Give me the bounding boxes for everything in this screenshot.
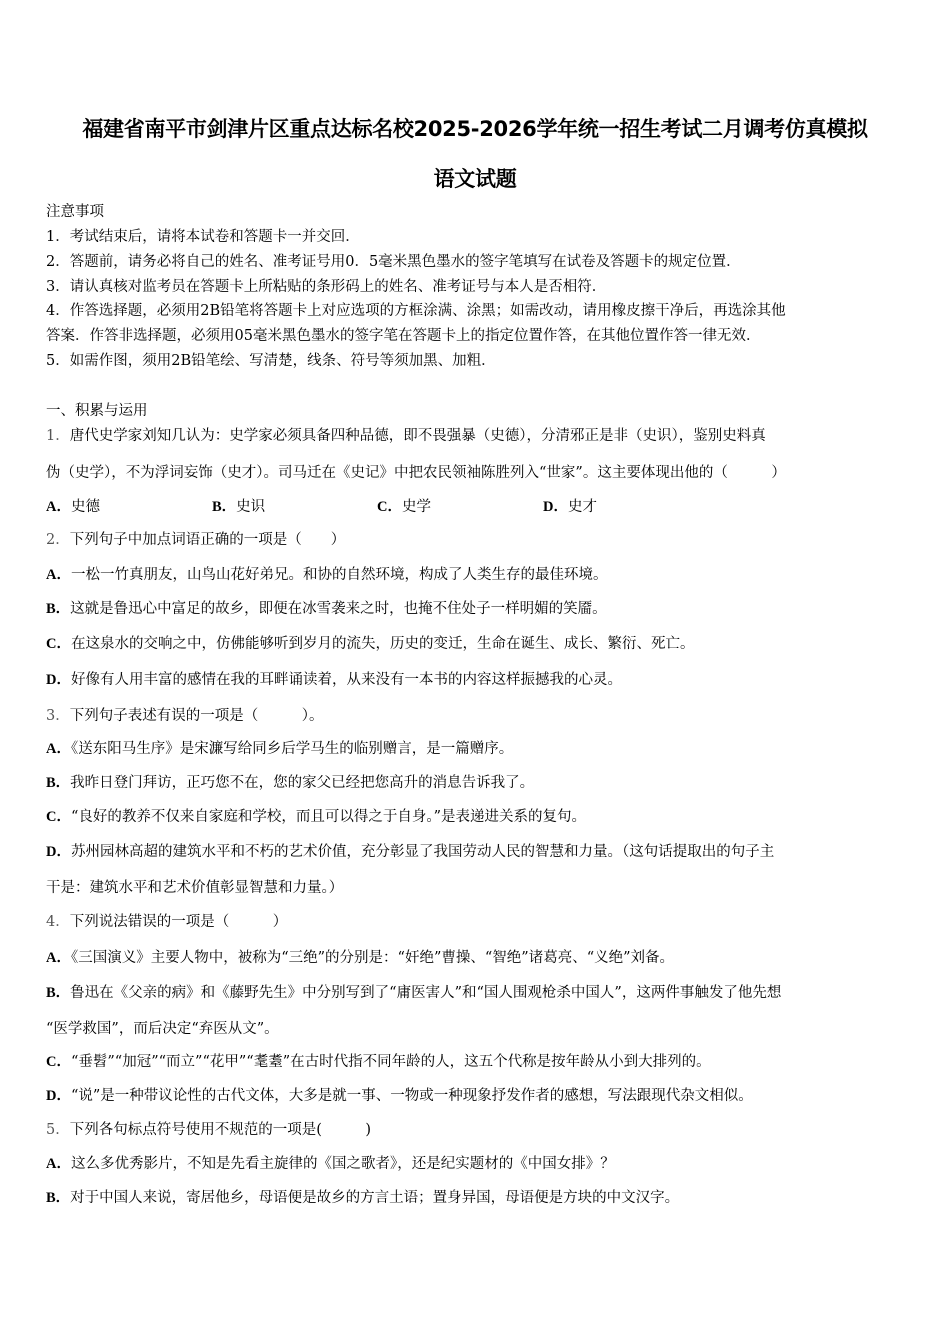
option-a[interactable]: A．一松一竹真朋友，山鸟山花好弟兄。和协的自然环境，构成了人类生存的最佳环境。 bbox=[46, 567, 608, 583]
option-a[interactable]: A．这么多优秀影片，不知是先看主旋律的《国之歌者》，还是纪实题材的《中国女排》？ bbox=[46, 1156, 615, 1172]
exam-title-line2: 语文试题 bbox=[433, 167, 517, 191]
option-b[interactable]: B．对于中国人来说，寄居他乡，母语便是故乡的方言土语；置身异国，母语便是方块的中文汉字。 bbox=[46, 1190, 680, 1206]
notice-heading: 注意事项 bbox=[46, 204, 104, 220]
option-d[interactable]: D．苏州园林高超的建筑水平和不朽的艺术价值，充分彰显了我国劳动人民的智慧和力量。（这句话提取出的句子主 bbox=[46, 844, 775, 860]
question-number: 3． bbox=[46, 708, 70, 724]
notice-item: 4．作答选择题，必须用2B铅笔将答题卡上对应选项的方框涂满、涂黑；如需改动，请用橡皮擦干净后，再选涂其他 bbox=[46, 303, 786, 319]
option-d[interactable]: D．好像有人用丰富的感情在我的耳畔诵读着，从来没有一本书的内容这样振撼我的心灵。 bbox=[46, 672, 622, 688]
option-b[interactable]: B．鲁迅在《父亲的病》和《藤野先生》中分别写到了“庸医害人”和“国人围观枪杀中国人”，这两件事触发了他先想 bbox=[46, 985, 782, 1001]
question-1-stem bbox=[46, 426, 766, 446]
option-d-cont: 干是：建筑水平和艺术价值彰显智慧和力量。） bbox=[46, 880, 344, 896]
question-number: 4． bbox=[46, 914, 70, 930]
question-1-stem-cont: 伪（史学），不为浮词妄饰（史才）。司马迁在《史记》中把农民领袖陈胜列入“世家”。这主要体现出他的（ ） bbox=[46, 465, 786, 481]
question-number: 5． bbox=[46, 1122, 70, 1138]
option-a[interactable]: A．《三国演义》主要人物中，被称为“三绝”的分别是：“奸绝”曹操、“智绝”诸葛亮、“义绝”刘备。 bbox=[46, 950, 675, 966]
option-b-cont: “医学救国”，而后决定“弃医从文”。 bbox=[46, 1021, 279, 1037]
option-c[interactable]: C．在这泉水的交响之中，仿佛能够听到岁月的流失，历史的变迁，生命在诞生、成长、繁衍、死亡。 bbox=[46, 636, 695, 652]
option-c[interactable]: C．“良好的教养不仅来自家庭和学校，而且可以得之于自身。”是表递进关系的复句。 bbox=[46, 809, 587, 825]
notice-item: 1．考试结束后，请将本试卷和答题卡一并交回． bbox=[46, 229, 360, 245]
question-number: 1． bbox=[46, 428, 70, 444]
notice-item: 答案．作答非选择题，必须用05毫米黑色墨水的签字笔在答题卡上的指定位置作答，在其他位置作答一律无效． bbox=[46, 328, 761, 344]
option-b[interactable]: B．我昨日登门拜访，正巧您不在，您的家父已经把您高升的消息告诉我了。 bbox=[46, 775, 535, 791]
notice-item: 2．答题前，请务必将自己的姓名、准考证号用0．5毫米黑色墨水的签字笔填写在试卷及答题卡的规定位置． bbox=[46, 254, 741, 270]
option-a[interactable]: A．史德 bbox=[46, 499, 100, 515]
option-a[interactable]: A．《送东阳马生序》是宋濂写给同乡后学马生的临别赠言，是一篇赠序。 bbox=[46, 741, 514, 757]
question-3-stem: 3．下列句子表述有误的一项是（ ）。 bbox=[46, 708, 324, 724]
notice-item: 5．如需作图，须用2B铅笔绘、写清楚，线条、符号等须加黑、加粗． bbox=[46, 353, 496, 369]
question-5-stem: 5．下列各句标点符号使用不规范的一项是( ) bbox=[46, 1122, 372, 1138]
section-heading: 一、积累与运用 bbox=[46, 403, 148, 419]
question-4-stem: 4．下列说法错误的一项是（ ） bbox=[46, 914, 288, 930]
option-b[interactable]: B．这就是鲁迅心中富足的故乡，即便在冰雪袭来之时，也掩不住处子一样明媚的笑靥。 bbox=[46, 601, 607, 617]
question-stem-line: 唐代史学家刘知几认为：史学家必须具备四种品德，即不畏强暴（史德），分清邪正是非（史识），鉴别史料真 bbox=[69, 428, 766, 444]
option-d[interactable]: D．史才 bbox=[543, 499, 597, 515]
question-number: 2． bbox=[46, 532, 70, 548]
option-d[interactable]: D．“说”是一种带议论性的古代文体，大多是就一事、一物或一种现象抒发作者的感想，写法跟现代杂文相似。 bbox=[46, 1088, 753, 1104]
option-b[interactable]: B．史识 bbox=[212, 499, 266, 515]
question-1-options bbox=[46, 497, 906, 517]
option-c[interactable]: C．“垂髫”“加冠”“而立”“花甲”“耄耋”在古时代指不同年龄的人，这五个代称是按年龄从小到大排列的。 bbox=[46, 1054, 711, 1070]
notice-item: 3．请认真核对监考员在答题卡上所粘贴的条形码上的姓名、准考证号与本人是否相符． bbox=[46, 279, 607, 295]
exam-title-line1: 福建省南平市剑津片区重点达标名校2025-2026学年统一招生考试二月调考仿真模拟 bbox=[82, 117, 868, 141]
option-c[interactable]: C．史学 bbox=[377, 499, 431, 515]
question-2-stem: 2．下列句子中加点词语正确的一项是（ ） bbox=[46, 532, 346, 548]
